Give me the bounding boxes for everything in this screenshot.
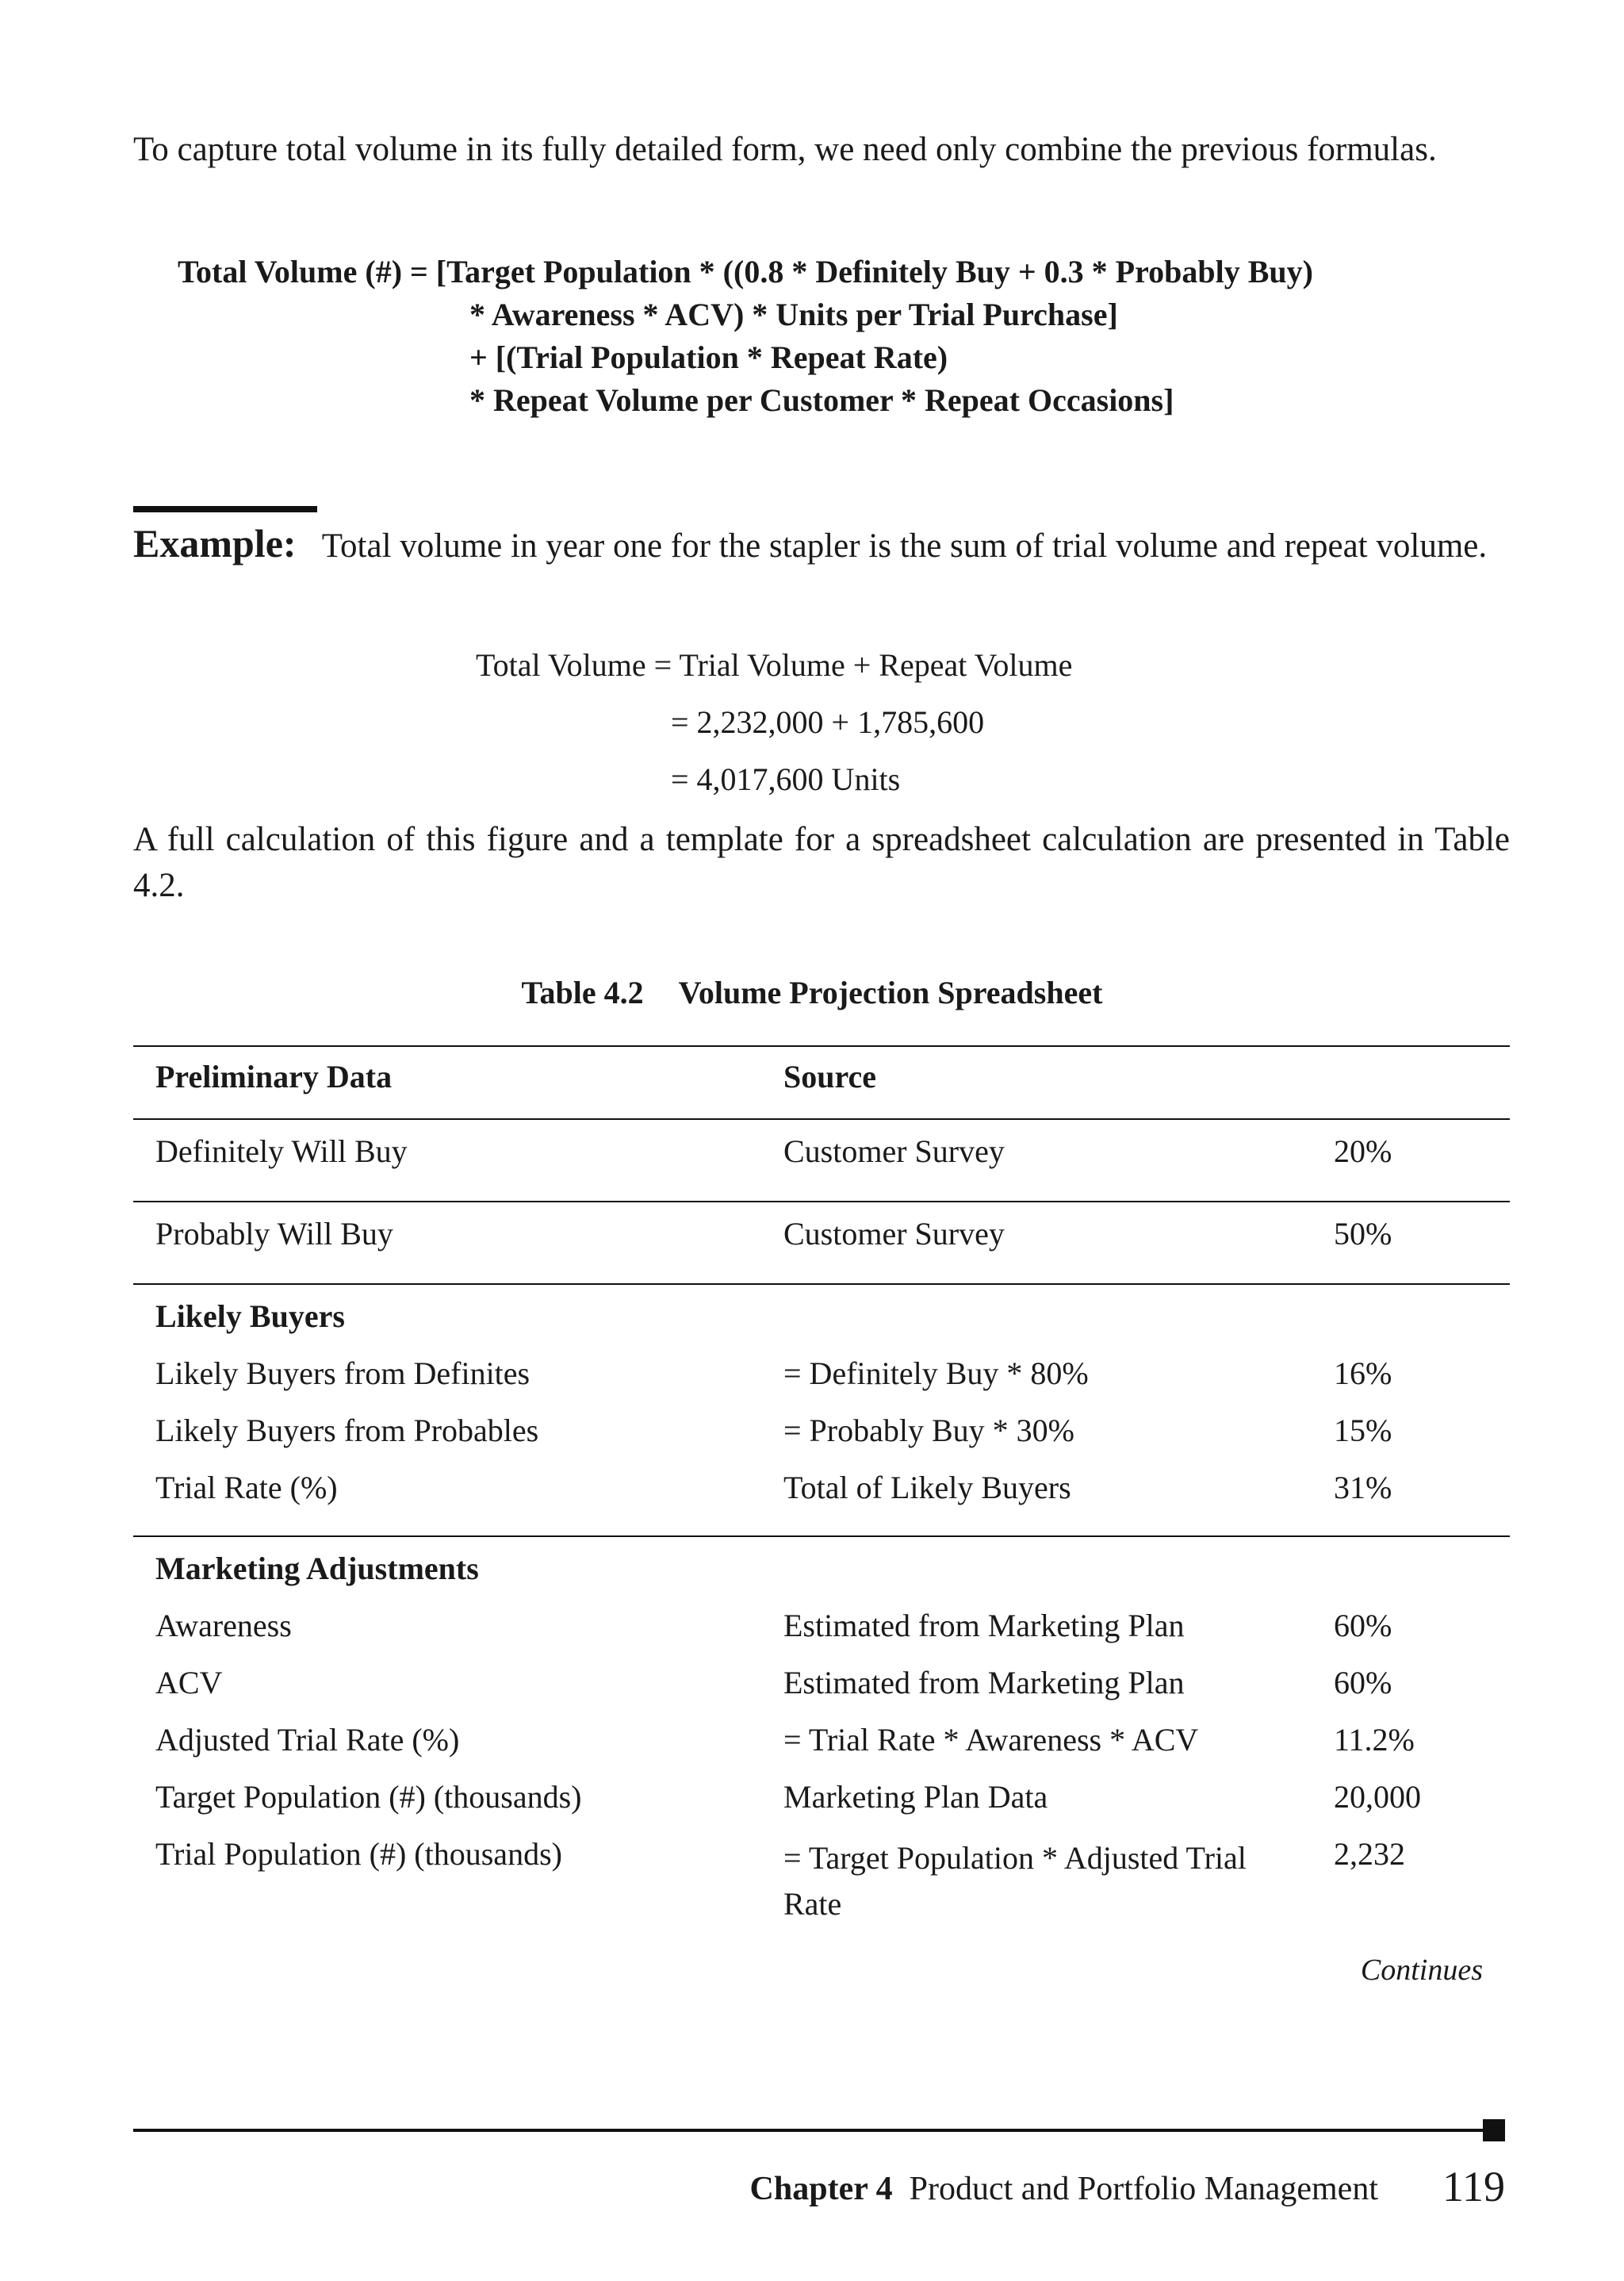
formula-line-2: * Awareness * ACV) * Units per Trial Purchase]	[469, 297, 1118, 332]
header-rule	[133, 1118, 1510, 1120]
table-continues-note: Continues	[1360, 1953, 1483, 1987]
awareness-source: Estimated from Marketing Plan	[783, 1608, 1185, 1643]
awareness-value: 60%	[1334, 1608, 1392, 1643]
example-paragraph	[133, 520, 1510, 569]
page-number: 119	[1442, 2163, 1505, 2210]
formula-line-1: Total Volume (#) = [Target Population * ((0.8 * Definitely Buy + 0.3 * Probably Buy)	[178, 254, 1313, 289]
awareness-label: Awareness	[155, 1608, 292, 1643]
table-caption-number: Table 4.2	[521, 975, 644, 1010]
acv-label: ACV	[155, 1665, 223, 1700]
footer-square-marker	[1483, 2119, 1505, 2141]
marketing-adjustments-heading: Marketing Adjustments	[155, 1551, 479, 1586]
row-definitely-value: 20%	[1334, 1133, 1392, 1169]
row-definitely-label: Definitely Will Buy	[155, 1133, 408, 1169]
footer-rule	[133, 2129, 1491, 2132]
table-top-rule	[133, 1045, 1510, 1047]
target-population-label: Target Population (#) (thousands)	[155, 1779, 582, 1815]
trial-rate-label: Trial Rate (%)	[155, 1470, 338, 1505]
trial-population-label: Trial Population (#) (thousands)	[155, 1836, 562, 1872]
row-rule-3	[133, 1535, 1510, 1537]
likely-buyers-heading: Likely Buyers	[155, 1298, 345, 1334]
acv-source: Estimated from Marketing Plan	[783, 1665, 1185, 1700]
trial-rate-source: Total of Likely Buyers	[783, 1470, 1071, 1505]
formula-line-3: + [(Trial Population * Repeat Rate)	[469, 339, 948, 375]
footer-title: Product and Portfolio Management	[909, 2171, 1378, 2207]
formula-line-4: * Repeat Volume per Customer * Repeat Occasions]	[469, 382, 1174, 418]
running-footer	[750, 2170, 1378, 2208]
example-label: Example:	[133, 521, 297, 565]
header-preliminary-data: Preliminary Data	[155, 1059, 393, 1094]
likely-definites-value: 16%	[1334, 1355, 1392, 1391]
intro-paragraph: To capture total volume in its fully detailed form, we need only combine the previous formulas.	[133, 131, 1437, 168]
likely-probables-label: Likely Buyers from Probables	[155, 1413, 539, 1448]
calc-line-2: = 2,232,000 + 1,785,600	[671, 704, 985, 740]
table-caption-title: Volume Projection Spreadsheet	[678, 975, 1103, 1010]
trial-rate-value: 31%	[1334, 1470, 1392, 1505]
likely-probables-value: 15%	[1334, 1413, 1392, 1448]
row-probably-value: 50%	[1334, 1216, 1392, 1252]
calc-line-3: = 4,017,600 Units	[671, 761, 901, 797]
likely-definites-source: = Definitely Buy * 80%	[783, 1355, 1089, 1391]
adjusted-trial-rate-source: = Trial Rate * Awareness * ACV	[783, 1722, 1199, 1758]
table-caption	[0, 974, 1624, 1011]
adjusted-trial-rate-value: 11.2%	[1334, 1722, 1415, 1758]
trial-population-value: 2,232	[1334, 1836, 1405, 1872]
after-example-paragraph: A full calculation of this figure and a template for a spreadsheet calculation are presented in Table 4.2.	[133, 821, 1510, 904]
header-source: Source	[783, 1059, 877, 1094]
adjusted-trial-rate-label: Adjusted Trial Rate (%)	[155, 1722, 460, 1758]
likely-probables-source: = Probably Buy * 30%	[783, 1413, 1074, 1448]
trial-population-source: = Target Population * Adjusted Trial Rate	[783, 1840, 1247, 1922]
target-population-value: 20,000	[1334, 1779, 1421, 1815]
row-probably-source: Customer Survey	[783, 1216, 1005, 1252]
row-rule-2	[133, 1283, 1510, 1285]
target-population-source: Marketing Plan Data	[783, 1779, 1048, 1815]
example-text: Total volume in year one for the stapler is the sum of trial volume and repeat volume.	[321, 527, 1488, 565]
row-rule-1	[133, 1201, 1510, 1202]
footer-chapter: Chapter 4	[749, 2171, 893, 2207]
acv-value: 60%	[1334, 1665, 1392, 1700]
calc-line-1: Total Volume = Trial Volume + Repeat Volume	[476, 647, 1073, 683]
row-probably-label: Probably Will Buy	[155, 1216, 393, 1252]
likely-definites-label: Likely Buyers from Definites	[155, 1355, 530, 1391]
example-rule	[133, 506, 317, 512]
row-definitely-source: Customer Survey	[783, 1133, 1005, 1169]
